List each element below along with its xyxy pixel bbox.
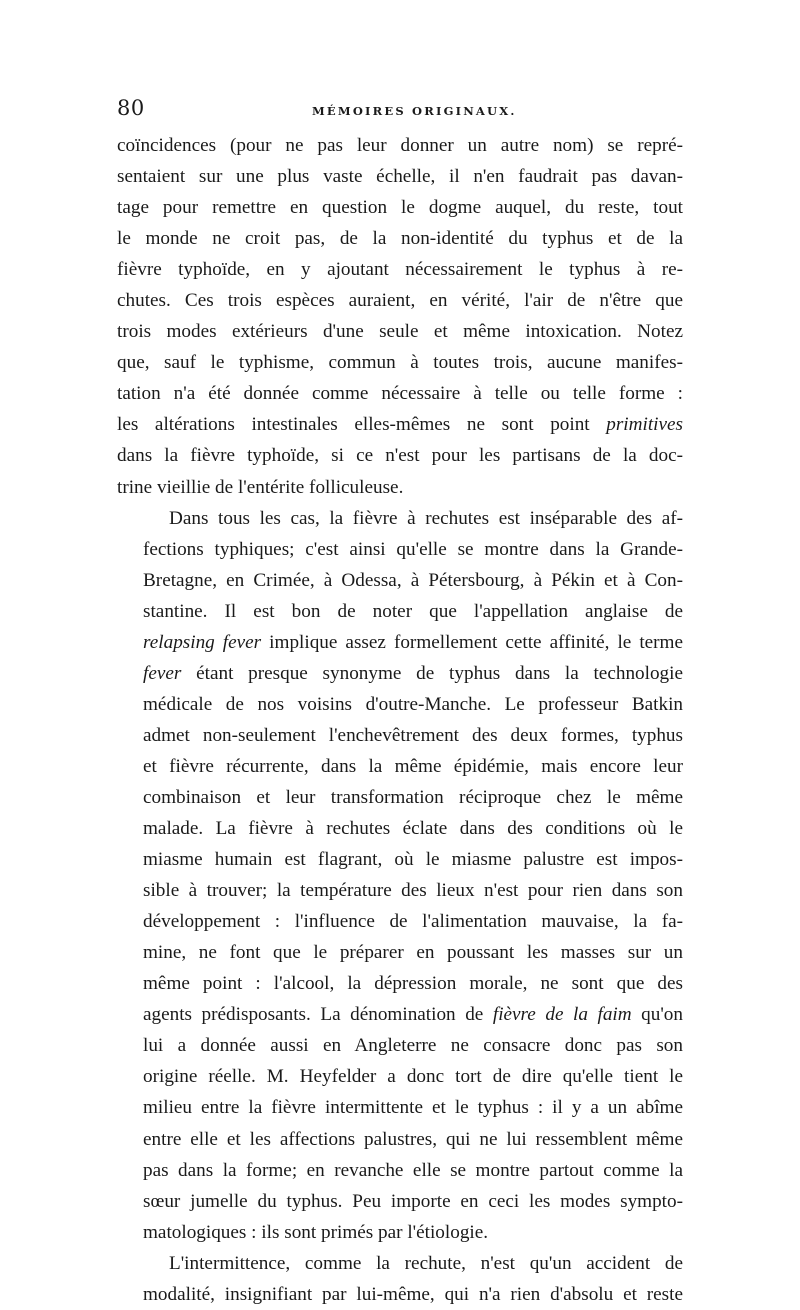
text-line	[117, 875, 683, 906]
text-line	[117, 503, 683, 534]
text-run: et fièvre récurrente, dans la même épidémie, mais encore leur	[143, 755, 683, 777]
text-run: qu'on	[631, 1004, 683, 1026]
text-run: modalité, insignifiant par lui-même, qui n'a rien d'absolu et reste	[143, 1283, 683, 1305]
running-title: MÉMOIRES ORIGINAUX.	[312, 104, 517, 118]
text-run: fections typhiques; c'est ainsi qu'elle se montre dans la Grande-	[143, 538, 683, 560]
text-run: Dans tous les cas, la fièvre à rechutes est inséparable des af-	[169, 507, 683, 529]
text-run: sentaient sur une plus vaste échelle, il n'en faudrait pas davan-	[117, 166, 683, 188]
text-line	[117, 254, 683, 285]
text-run: admet non-seulement l'enchevêtrement des deux formes, typhus	[143, 724, 683, 746]
text-line	[117, 782, 683, 813]
text-run: trine vieillie de l'entérite folliculeuse.	[117, 476, 404, 498]
paragraph	[117, 1248, 683, 1310]
text-line	[117, 285, 683, 316]
text-line	[117, 689, 683, 720]
text-run: stantine. Il est bon de noter que l'appellation anglaise de	[143, 600, 683, 622]
paragraph	[117, 130, 683, 503]
text-line	[117, 1061, 683, 1092]
text-run: matologiques : ils sont primés par l'étiologie.	[143, 1221, 489, 1243]
text-line	[117, 1186, 683, 1217]
text-run: le monde ne croit pas, de la non-identité du typhus et de la	[117, 228, 683, 250]
text-run: coïncidences (pour ne pas leur donner un autre nom) se repré-	[117, 135, 683, 156]
text-line	[117, 596, 683, 627]
text-run: agents prédisposants. La dénomination de	[143, 1004, 493, 1026]
text-line	[117, 968, 683, 999]
text-run: médicale de nos voisins d'outre-Manche. Le professeur Batkin	[143, 693, 683, 715]
italic-term: relapsing fever	[143, 631, 262, 653]
text-run: chutes. Ces trois espèces auraient, en vérité, l'air de n'être que	[117, 290, 683, 312]
italic-term: primitives	[606, 414, 683, 436]
text-run: combinaison et leur transformation réciproque chez le même	[143, 786, 683, 808]
text-run: dans la fièvre typhoïde, si ce n'est pour les partisans de la doc-	[117, 445, 683, 467]
text-run: développement : l'influence de l'alimentation mauvaise, la fa-	[143, 911, 683, 933]
page-header	[117, 96, 683, 130]
text-line	[117, 316, 683, 347]
text-line	[117, 1217, 683, 1248]
text-run: Bretagne, en Crimée, à Odessa, à Pétersbourg, à Pékin et à Con-	[143, 569, 683, 591]
text-run: implique assez formellement cette affinité, le terme	[261, 631, 684, 653]
text-line	[117, 658, 683, 689]
text-line	[117, 161, 683, 192]
text-run: entre elle et les affections palustres, qui ne lui ressemblent même	[143, 1128, 683, 1150]
text-line	[117, 937, 683, 968]
text-line	[117, 130, 683, 161]
text-line	[117, 751, 683, 782]
text-line	[117, 347, 683, 378]
page-number: 80	[117, 96, 145, 120]
italic-term: fever	[143, 662, 182, 684]
text-line	[117, 409, 683, 440]
book-page	[117, 96, 683, 1310]
text-run: les altérations intestinales elles-mêmes ne sont point	[117, 414, 607, 436]
text-line	[117, 1030, 683, 1061]
text-run: milieu entre la fièvre intermittente et le typhus : il y a un abîme	[143, 1097, 683, 1119]
text-run: sœur jumelle du typhus. Peu importe en ceci les modes sympto-	[143, 1190, 683, 1212]
text-line	[117, 1092, 683, 1123]
text-line	[117, 844, 683, 875]
text-line	[117, 813, 683, 844]
text-line	[117, 223, 683, 254]
text-line	[117, 565, 683, 596]
text-line	[117, 906, 683, 937]
text-run: fièvre typhoïde, en y ajoutant nécessairement le typhus à re-	[117, 259, 683, 281]
text-line	[117, 534, 683, 565]
text-run: pas dans la forme; en revanche elle se montre partout comme la	[143, 1159, 683, 1181]
text-line	[117, 1248, 683, 1279]
text-run: origine réelle. M. Heyfelder a donc tort de dire qu'elle tient le	[143, 1066, 683, 1088]
text-line	[117, 627, 683, 658]
italic-term: fièvre de la faim	[492, 1004, 632, 1026]
text-run: miasme humain est flagrant, où le miasme palustre est impos-	[143, 849, 683, 871]
text-line	[117, 1155, 683, 1186]
text-line	[117, 720, 683, 751]
paragraph	[117, 503, 683, 1248]
text-run: tation n'a été donnée comme nécessaire à telle ou telle forme :	[117, 383, 683, 405]
text-line	[117, 378, 683, 409]
text-line	[117, 1124, 683, 1155]
text-line	[117, 999, 683, 1030]
body-text	[117, 130, 683, 1310]
text-run: tage pour remettre en question le dogme auquel, du reste, tout	[117, 197, 683, 219]
text-run: L'intermittence, comme la rechute, n'est qu'un accident de	[169, 1252, 683, 1274]
text-line	[117, 192, 683, 223]
text-run: étant presque synonyme de typhus dans la technologie	[181, 662, 683, 684]
text-run: lui a donnée aussi en Angleterre ne consacre donc pas son	[143, 1035, 683, 1057]
text-run: malade. La fièvre à rechutes éclate dans des conditions où le	[143, 818, 683, 840]
text-run: que, sauf le typhisme, commun à toutes trois, aucune manifes-	[117, 352, 683, 374]
text-line	[117, 440, 683, 471]
text-run: trois modes extérieurs d'une seule et même intoxication. Notez	[117, 321, 683, 343]
text-run: mine, ne font que le préparer en poussant les masses sur un	[143, 942, 683, 964]
text-line	[117, 1279, 683, 1310]
text-run: sible à trouver; la température des lieux n'est pour rien dans son	[143, 880, 683, 902]
text-run: même point : l'alcool, la dépression morale, ne sont que des	[143, 973, 683, 995]
text-line	[117, 472, 683, 503]
